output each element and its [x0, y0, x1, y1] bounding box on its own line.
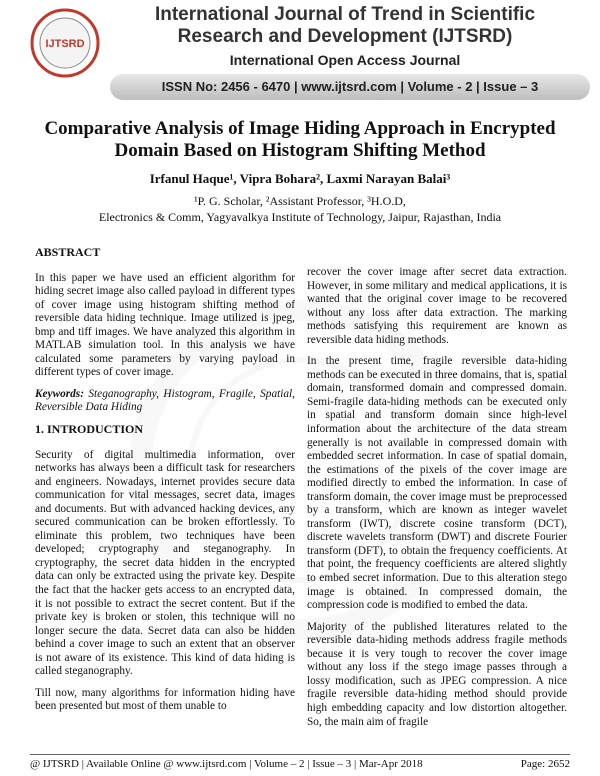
keywords-label: Keywords: [35, 387, 84, 400]
right-para1: recover the cover image after secret data extraction. However, in some military and medical applications, it is wanted that the original cover image to be recovered without any loss after data extraction. The marking methods satisfying this requirement are known as reversible data hiding methods. [307, 266, 567, 346]
paper-title-line1: Comparative Analysis of Image Hiding Approach in Encrypted [44, 118, 556, 139]
journal-title [110, 4, 580, 48]
abstract-text: In this paper we have used an efficient algorithm for hiding secret image also called payload in different types of cover image using histogram shifting method of reversible data hiding technique. Image utilized is jpeg, bmp and tiff images. We have analyzed this algorithm in MATLAB simulation tool. In this analysis we have calculated some parameters by varying payload in different types of cover image. [35, 271, 295, 379]
page-number: Page: 2652 [520, 758, 570, 770]
journal-header [0, 0, 600, 108]
affiliation-line1: ¹P. G. Scholar, ²Assistant Professor, ³H.O.D, [194, 194, 406, 208]
introduction-para1: Security of digital multimedia information, over networks has always been a difficult task for researchers and engineers. Nowadays, internet provides secure data communication for vital messages, secret data, images and documents. But with advanced hacking devices, any secured communication can be broken effortlessly. To eliminate this problem, two techniques have been developed; cryptography and steganography. In cryptography, the secret data hidden in the encrypted data can only be extracted using the private key. Despite the fact that the hacker gets access to an encrypted data, it is not possible to extract the secret content. But if the private key is broken or stolen, this technique will no longer secure the data. Secret data can also be hidden behind a cover image to such an extent that an observer is not aware of its existence. This kind of data hiding is called steganography. [35, 448, 295, 678]
introduction-para2: Till now, many algorithms for information hiding have been presented but most of them unable to [35, 686, 295, 713]
right-para3: Majority of the published literatures related to the reversible data-hiding methods address fragile methods because it is very tough to recover the cover image without any loss if the stego image passes through a lossy modification, such as JPEG compression. A nice fragile reversible data-hiding method should provide high embedding capacity and low distortion altogether. So, the main aim of fragile [307, 620, 567, 728]
paper-authors: Irfanul Haque¹, Vipra Bohara², Laxmi Narayan Balai³ [149, 171, 451, 186]
right-para2: In the present time, fragile reversible data-hiding methods can be executed in three domains, that is, spatial domain, transformed domain and compressed domain. Semi-fragile data-hiding methods can be executed only in spatial and transform domain since high-level information about the architecture of the data stream generally is not available in compressed domain with embedded secret information. In case of spatial domain, the estimations of the pixels of the cover image are modified directly to embed the information. In case of transform domain, the cover image must be preprocessed by a transform, which are known as integer wavelet transform (IWT), discrete cosine transform (DCT), discrete wavelets transform (DWT) and discrete Fourier transform (DFT), to obtain the frequency coefficients. At that point, the frequency coefficients are altered slightly to embed secret information. Due to this alteration stego image is obtained. In compressed domain, the compression code is modified to embed the data. [307, 355, 567, 612]
page-footer [30, 754, 570, 773]
footer-citation: @ IJTSRD | Available Online @ www.ijtsrd.com | Volume – 2 | Issue – 3 | Mar-Apr 2018 [30, 758, 423, 770]
keywords-list: Steganography, Histogram, Fragile, Spatial, Reversible Data Hiding [35, 387, 295, 414]
right-column [307, 266, 567, 737]
logo-text: IJTSRD [45, 38, 85, 50]
open-access-label: International Open Access Journal [229, 52, 461, 68]
abstract-heading: ABSTRACT [35, 245, 101, 259]
issn-bar: ISSN No: 2456 - 6470 | www.ijtsrd.com | Volume - 2 | Issue – 3 [110, 74, 590, 100]
paper-affiliation [40, 193, 560, 225]
introduction-heading: 1. INTRODUCTION [35, 422, 144, 437]
affiliation-line2: Electronics & Comm, Yagyavalkya Institute of Technology, Jaipur, Rajasthan, India [98, 210, 502, 224]
journal-title-line1: International Journal of Trend in Scientific [154, 4, 536, 25]
paper-title [40, 118, 560, 162]
journal-title-line2: Research and Development (IJTSRD) [177, 26, 513, 47]
keywords [35, 388, 295, 415]
paper-title-line2: Domain Based on Histogram Shifting Method [114, 140, 486, 161]
left-column [35, 246, 295, 722]
journal-logo [30, 8, 100, 78]
